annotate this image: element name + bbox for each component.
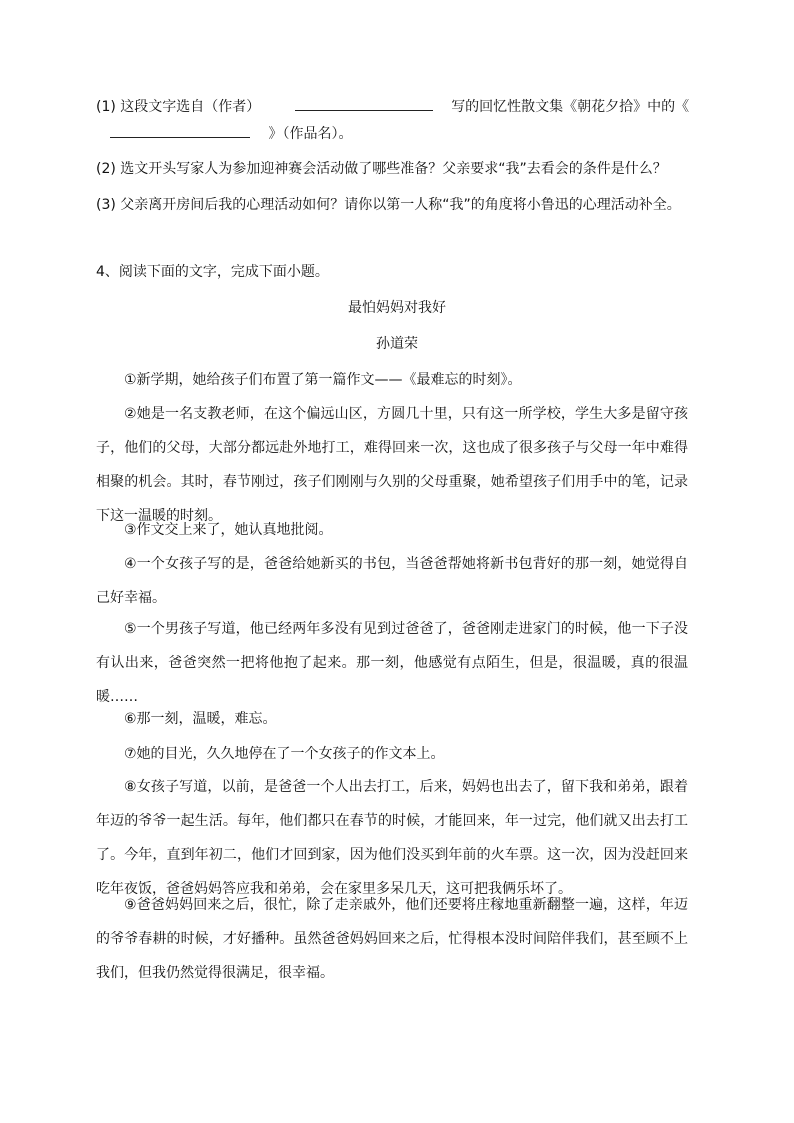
question-1-line-2	[110, 123, 352, 144]
paragraph-9: ⑨爸爸妈妈回来之后，很忙，除了走亲戚外，他们还要将庄稼地重新翻整一遍，这样，年迈的爷爷春耕的时候，才好播种。虽然爸爸妈妈回来之后，忙得根本没时间陪伴我们，甚至顾不上我们，但我仍然觉得很满足，很幸福。	[96, 897, 688, 981]
article-title: 最怕妈妈对我好	[348, 300, 446, 316]
question-1-line-1	[96, 96, 689, 117]
question-1-text-b: 写的回忆性散文集《朝花夕拾》中的《	[451, 99, 690, 115]
paragraph-5: ⑤一个男孩子写道，他已经两年多没有见到过爸爸了，爸爸刚走进家门的时候，他一下子没有认出来，爸爸突然一把将他抱了起来。那一刻，他感觉有点陌生，但是，很温暖，真的很温暖……	[96, 621, 688, 705]
paragraph-6: ⑥那一刻，温暖，难忘。	[124, 711, 277, 727]
paragraph-1: ①新学期，她给孩子们布置了第一篇作文——《最难忘的时刻》。	[124, 372, 522, 388]
question-1-text-c: 》（作品名）。	[268, 126, 353, 142]
author-answer-blank[interactable]	[295, 96, 433, 111]
paragraph-7: ⑦她的目光，久久地停在了一个女孩子的作文本上。	[124, 746, 445, 762]
question-1-text-a: (1) 这段文字选自（作者）	[96, 99, 261, 115]
paragraph-8: ⑧女孩子写道，以前，是爸爸一个人出去打工，后来，妈妈也出去了，留下我和弟弟，跟着年迈的爷爷一起生活。每年，他们都只在春节的时候，才能回来，年一过完，他们就又出去打工了。今年，直到年初二，他们才回到家，因为他们没买到年前的火车票。这一次，因为没赶回来吃年夜饭，爸爸妈妈答应我和弟弟，会在家里多呆几天，这可把我俩乐坏了。	[96, 779, 688, 897]
question-2: (2) 选文开头写家人为参加迎神赛会活动做了哪些准备？父亲要求“我”去看会的条件是什么？	[96, 161, 667, 177]
paragraph-2: ②她是一名支教老师，在这个偏远山区，方圆几十里，只有这一所学校，学生大多是留守孩子，他们的父母，大部分都远赴外地打工，难得回来一次，这也成了很多孩子与父母一年中难得相聚的机会。其时，春节刚过，孩子们刚刚与久别的父母重聚，她希望孩子们用手中的笔，记录下这一温暖的时刻。	[96, 406, 688, 524]
article-author: 孙道荣	[376, 336, 418, 352]
work-title-answer-blank[interactable]	[110, 123, 250, 138]
question-3: (3) 父亲离开房间后我的心理活动如何？请你以第一人称“我”的角度将小鲁迅的心理活动补全。	[96, 197, 681, 213]
paragraph-3: ③作文交上来了，她认真地批阅。	[124, 522, 333, 538]
section-4-instruction: 4、阅读下面的文字，完成下面小题。	[96, 264, 329, 280]
paragraph-4: ④一个女孩子写的是，爸爸给她新买的书包，当爸爸帮她将新书包背好的那一刻，她觉得自己好幸福。	[96, 556, 688, 606]
